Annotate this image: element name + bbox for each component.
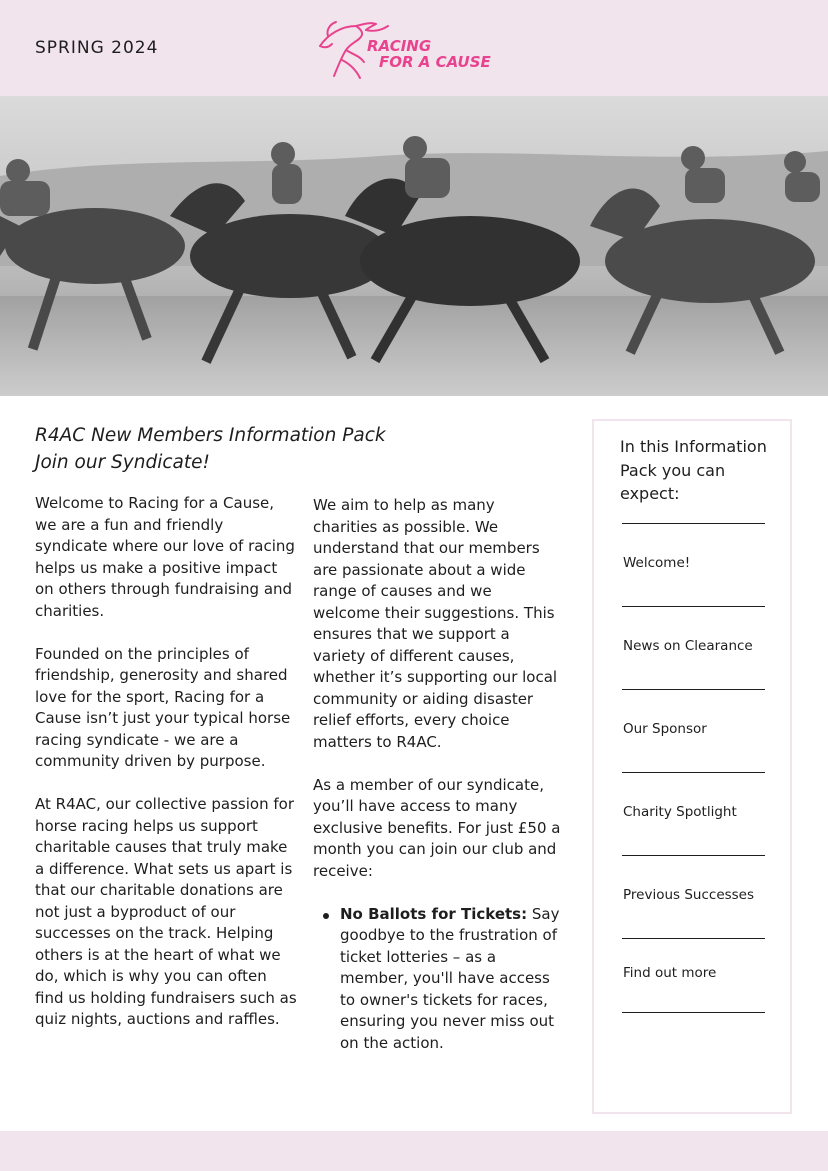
paragraph-welcome: Welcome to Racing for a Cause, we are a fun and friendly syndicate where our love of racing helps us make a positive impact on others through fundraising and charities. — [35, 494, 295, 620]
column-middle — [313, 495, 563, 1054]
divider — [622, 606, 765, 607]
divider — [622, 689, 765, 690]
paragraph-passion: At R4AC, our collective passion for horse racing helps us support charitable causes that truly make a difference. What sets us apart is that our charitable donations are not just a byproduct of our successes on the track. Helping others is at the heart of what we do, which is why you can often find us holding fundraisers such as quiz nights, auctions and raffles. — [35, 795, 297, 1028]
footer-band — [0, 1131, 828, 1171]
sidebar-item-welcome[interactable]: Welcome! — [623, 555, 691, 571]
benefit-text: Say goodbye to the frustration of ticket lotteries – as a member, you'll have access to owner's tickets for races, ensuring you never miss out on the action. — [340, 904, 560, 1052]
sidebar-item-sponsor[interactable]: Our Sponsor — [623, 721, 707, 737]
sidebar-item-successes[interactable]: Previous Successes — [623, 887, 755, 903]
sidebar-heading: In this Information Pack you can expect: — [620, 437, 767, 503]
hero-horse-race-image — [0, 96, 828, 396]
logo-line-1: RACING — [367, 37, 432, 55]
header-band — [0, 0, 828, 96]
edition-label: SPRING 2024 — [35, 38, 159, 58]
logo-wordmark — [367, 38, 491, 70]
sidebar-item-charity[interactable]: Charity Spotlight — [623, 804, 737, 820]
benefits-list — [313, 904, 563, 1055]
divider — [622, 855, 765, 856]
logo-line-2: FOR A CAUSE — [379, 53, 491, 71]
column-left — [35, 493, 297, 1052]
title-line-2: Join our Syndicate! — [35, 452, 210, 473]
document-title — [35, 422, 555, 476]
sidebar-item-clearance[interactable]: News on Clearance — [623, 638, 753, 654]
divider — [622, 1012, 765, 1013]
sidebar-item-find-out-more[interactable]: Find out more — [623, 965, 717, 981]
title-line-1: R4AC New Members Information Pack — [35, 425, 386, 446]
contents-sidebar — [592, 419, 792, 1114]
divider — [622, 938, 765, 939]
list-item — [340, 904, 563, 1055]
divider — [622, 523, 765, 524]
divider — [622, 772, 765, 773]
horse-race-photo-icon — [0, 96, 828, 396]
bullet-icon — [323, 913, 329, 919]
paragraph-membership: As a member of our syndicate, you’ll have access to many exclusive benefits. For just £50 a month you can join our club and receive: — [313, 775, 561, 880]
benefit-title: No Ballots for Tickets: — [340, 904, 528, 923]
paragraph-founded: Founded on the principles of friendship, generosity and shared love for the sport, Racing for a Cause isn’t just your typical horse racing syndicate - we are a community driven by purpose. — [35, 644, 291, 770]
paragraph-charities: We aim to help as many charities as possible. We understand that our members are passionate about a wide range of causes and we welcome their suggestions. This ensures that we support a variety of different causes, whether it’s supporting our local community or aiding disaster relief efforts, every choice matters to R4AC. — [313, 496, 558, 751]
